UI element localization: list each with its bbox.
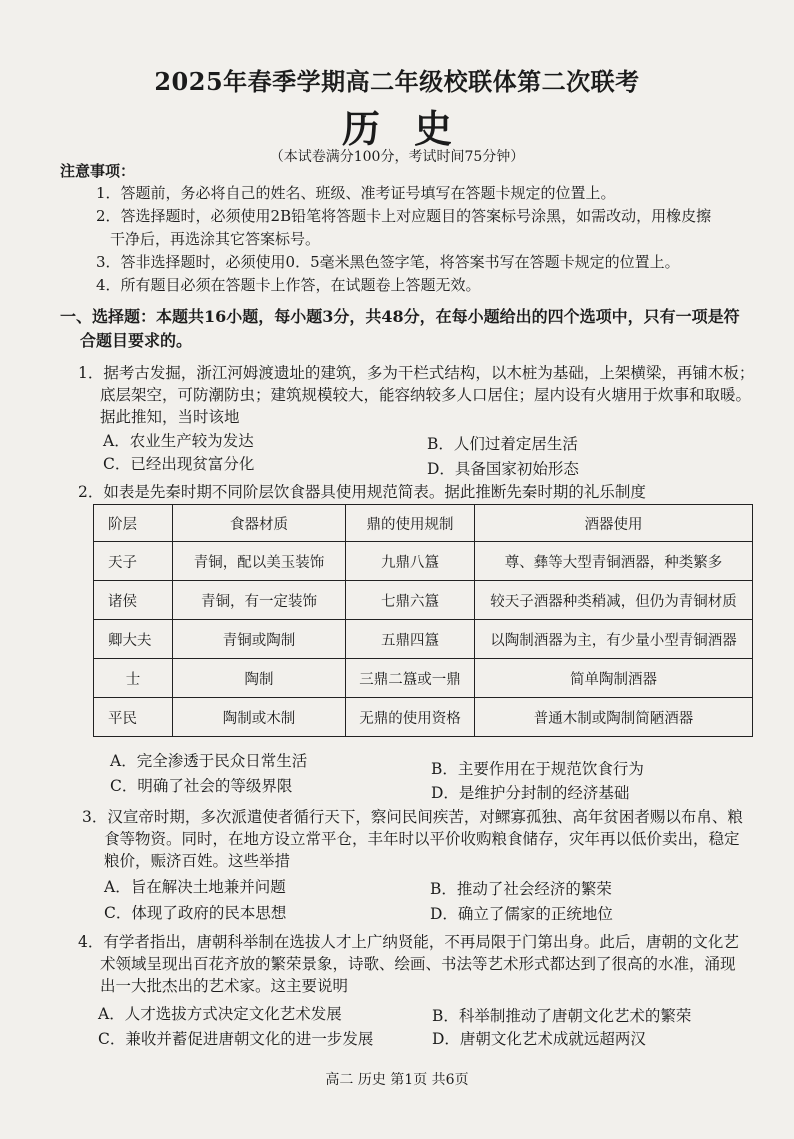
table-cell: 青铜或陶制 bbox=[173, 620, 346, 659]
table-cell: 士 bbox=[94, 659, 173, 698]
table-row bbox=[94, 659, 753, 698]
table-row bbox=[94, 581, 753, 620]
stem-line: 粮价，赈济百姓。这些举措 bbox=[104, 852, 291, 870]
note-item: 3．答非选择题时，必须使用0．5毫米黑色签字笔，将答案书写在答题卡规定的位置上。 bbox=[96, 253, 680, 271]
table-cell: 普通木制或陶制简陋酒器 bbox=[475, 698, 753, 737]
q2-option-a: A．完全渗透于民众日常生活 bbox=[110, 752, 308, 770]
table-cell: 九鼎八簋 bbox=[346, 542, 475, 581]
q1-option-d: D．具备国家初始形态 bbox=[427, 460, 579, 478]
table-cell: 平民 bbox=[94, 698, 173, 737]
table-cell: 以陶制酒器为主，有少量小型青铜酒器 bbox=[475, 620, 753, 659]
table-row bbox=[94, 542, 753, 581]
q4-option-b: B．科举制推动了唐朝文化艺术的繁荣 bbox=[432, 1007, 692, 1025]
table-cell: 三鼎二簋或一鼎 bbox=[346, 659, 475, 698]
table-cell: 陶制或木制 bbox=[173, 698, 346, 737]
table-cell: 七鼎六簋 bbox=[346, 581, 475, 620]
page-footer: 高二 历史 第1页 共6页 bbox=[325, 1072, 469, 1088]
table-row bbox=[94, 698, 753, 737]
stem-line: 术领域呈现出百花齐放的繁荣景象，诗歌、绘画、书法等艺术形式都达到了很高的水准，涌现 bbox=[100, 955, 736, 973]
q3-option-c: C．体现了政府的民本思想 bbox=[104, 904, 287, 922]
q4-option-c: C．兼收并蓄促进唐朝文化的进一步发展 bbox=[98, 1030, 374, 1048]
note-item: 2．答选择题时，必须使用2B铅笔将答题卡上对应题目的答案标号涂黑，如需改动，用橡皮擦 bbox=[96, 207, 712, 225]
q1-option-a: A．农业生产较为发达 bbox=[103, 432, 254, 450]
q3-option-a: A．旨在解决土地兼并问题 bbox=[104, 878, 286, 896]
table-cell: 简单陶制酒器 bbox=[475, 659, 753, 698]
q2-option-c: C．明确了社会的等级界限 bbox=[110, 777, 293, 795]
q4-option-a: A．人才选拔方式决定文化艺术发展 bbox=[98, 1005, 342, 1023]
q2-option-b: B．主要作用在于规范饮食行为 bbox=[431, 760, 644, 778]
exam-title: 2025年春季学期高二年级校联体第二次联考 bbox=[154, 67, 640, 96]
table-cell: 诸侯 bbox=[94, 581, 173, 620]
note-item: 4．所有题目必须在答题卡上作答，在试题卷上答题无效。 bbox=[96, 276, 481, 294]
table-cell: 无鼎的使用资格 bbox=[346, 698, 475, 737]
section-line: 合题目要求的。 bbox=[80, 331, 193, 350]
stem-line: 3．汉宣帝时期，多次派遣使者循行天下，察问民间疾苦，对鳏寡孤独、高年贫困者赐以布帛、粮 bbox=[82, 808, 743, 826]
exam-meta: （本试卷满分100分，考试时间75分钟） bbox=[269, 149, 525, 165]
section-heading bbox=[60, 305, 775, 353]
note-item: 干净后，再选涂其它答案标号。 bbox=[110, 230, 321, 248]
table-header-row bbox=[94, 505, 753, 542]
stem-line: 据此推知，当时该地 bbox=[100, 408, 240, 426]
q3-option-d: D．确立了儒家的正统地位 bbox=[430, 905, 613, 923]
section-line: 一、选择题：本题共16小题，每小题3分，共48分，在每小题给出的四个选项中，只有一项是符 bbox=[60, 307, 740, 326]
table-cell: 卿大夫 bbox=[94, 620, 173, 659]
question-1-stem bbox=[78, 362, 774, 428]
etiquette-table bbox=[93, 504, 753, 737]
table-header-cell: 鼎的使用规制 bbox=[346, 505, 475, 542]
q3-option-b: B．推动了社会经济的繁荣 bbox=[430, 880, 612, 898]
table-row bbox=[94, 620, 753, 659]
table-cell: 青铜，有一定装饰 bbox=[173, 581, 346, 620]
question-2-stem: 2．如表是先秦时期不同阶层饮食器具使用规范简表。据此推断先秦时期的礼乐制度 bbox=[78, 483, 646, 501]
q1-option-b: B．人们过着定居生活 bbox=[427, 435, 578, 453]
stem-line: 4．有学者指出，唐朝科举制在选拔人才上广纳贤能，不再局限于门第出身。此后，唐朝的文化艺 bbox=[78, 933, 739, 951]
q2-option-d: D．是维护分封制的经济基础 bbox=[431, 784, 630, 802]
q4-option-d: D．唐朝文化艺术成就远超两汉 bbox=[432, 1030, 646, 1048]
table-cell: 陶制 bbox=[173, 659, 346, 698]
q1-option-c: C．已经出现贫富分化 bbox=[103, 455, 255, 473]
stem-line: 1．据考古发掘，浙江河姆渡遗址的建筑，多为干栏式结构，以木桩为基础，上架横梁，再铺木板； bbox=[78, 364, 755, 382]
subject-title: 历史 bbox=[341, 106, 486, 151]
table-cell: 五鼎四簋 bbox=[346, 620, 475, 659]
stem-line: 食等物资。同时，在地方设立常平仓，丰年时以平价收购粮食储存，灾年再以低价卖出，稳定 bbox=[104, 830, 740, 848]
table-cell: 较天子酒器种类稍减，但仍为青铜材质 bbox=[475, 581, 753, 620]
note-item: 1．答题前，务必将自己的姓名、班级、准考证号填写在答题卡规定的位置上。 bbox=[96, 184, 616, 202]
table-cell: 尊、彝等大型青铜酒器，种类繁多 bbox=[475, 542, 753, 581]
stem-line: 出一大批杰出的艺术家。这主要说明 bbox=[100, 977, 349, 995]
stem-line: 底层架空，可防潮防虫；建筑规模较大，能容纳较多人口居住；屋内设有火塘用于炊事和取暖。 bbox=[100, 386, 752, 404]
table-cell: 天子 bbox=[94, 542, 173, 581]
question-4-stem bbox=[78, 931, 774, 997]
table-header-cell: 食器材质 bbox=[173, 505, 346, 542]
notes-heading: 注意事项： bbox=[60, 162, 136, 180]
table-header-cell: 酒器使用 bbox=[475, 505, 753, 542]
table-header-cell: 阶层 bbox=[94, 505, 173, 542]
question-3-stem bbox=[82, 806, 778, 872]
table-cell: 青铜，配以美玉装饰 bbox=[173, 542, 346, 581]
